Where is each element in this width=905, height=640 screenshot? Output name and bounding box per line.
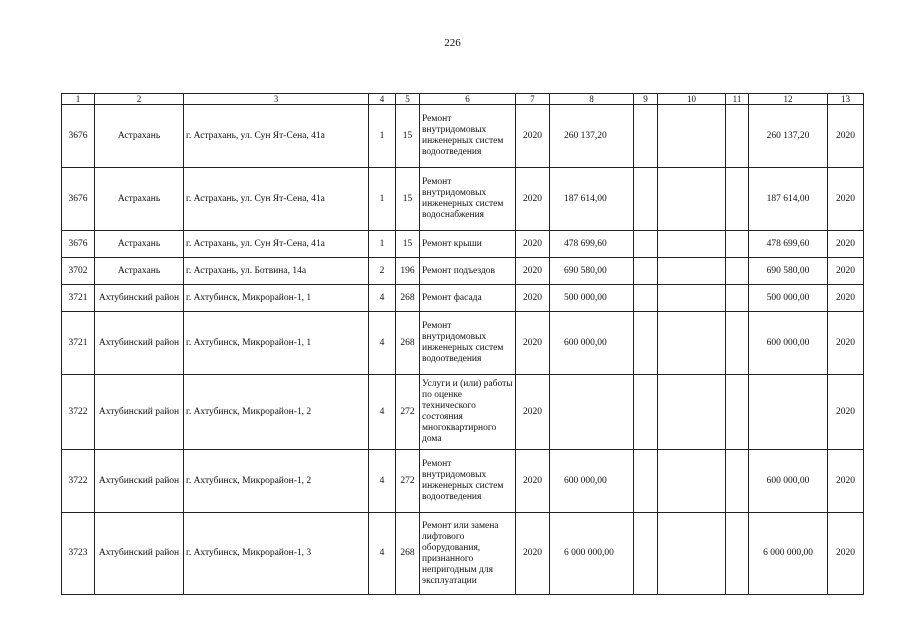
cell-row-number: 3721	[62, 285, 95, 312]
cell-col4: 2	[369, 258, 396, 285]
cell-work-type: Ремонт или замена лифтового оборудования, признанного непригодным для эксплуатации	[420, 513, 516, 595]
cell-year: 2020	[516, 231, 550, 258]
column-number: 6	[420, 94, 516, 105]
cell-address: г. Ахтубинск, Микрорайон-1, 2	[184, 375, 369, 450]
cell-col5: 15	[396, 168, 420, 231]
column-number: 1	[62, 94, 95, 105]
column-number: 7	[516, 94, 550, 105]
cell-col10	[658, 258, 726, 285]
table-row	[62, 450, 864, 513]
cell-work-type: Ремонт подъездов	[420, 258, 516, 285]
cell-col4: 4	[369, 285, 396, 312]
cell-col11	[726, 258, 749, 285]
cell-col5: 268	[396, 285, 420, 312]
cell-work-type: Ремонт фасада	[420, 285, 516, 312]
cell-municipality: Ахтубинский район	[95, 450, 184, 513]
column-number: 4	[369, 94, 396, 105]
cell-cost: 260 137,20	[550, 105, 634, 168]
table-row	[62, 168, 864, 231]
table-row	[62, 513, 864, 595]
column-number: 3	[184, 94, 369, 105]
cell-row-number: 3721	[62, 312, 95, 375]
column-number: 5	[396, 94, 420, 105]
cell-address: г. Астрахань, ул. Ботвина, 14а	[184, 258, 369, 285]
cell-col9	[634, 513, 658, 595]
cell-col5: 272	[396, 375, 420, 450]
cell-col5: 268	[396, 312, 420, 375]
cell-work-type: Услуги и (или) работы по оценке технического состояния многоквартирного дома	[420, 375, 516, 450]
cell-work-type: Ремонт внутридомовых инженерных систем водоотведения	[420, 105, 516, 168]
program-table	[61, 93, 864, 595]
column-number: 2	[95, 94, 184, 105]
cell-col9	[634, 105, 658, 168]
cell-col4: 1	[369, 105, 396, 168]
cell-col10	[658, 450, 726, 513]
cell-municipality: Астрахань	[95, 231, 184, 258]
cell-col10	[658, 231, 726, 258]
cell-address: г. Ахтубинск, Микрорайон-1, 1	[184, 285, 369, 312]
column-number: 11	[726, 94, 749, 105]
cell-col5: 15	[396, 231, 420, 258]
cell-address: г. Астрахань, ул. Сун Ят-Сена, 41а	[184, 168, 369, 231]
cell-col4: 4	[369, 450, 396, 513]
cell-year-end: 2020	[828, 258, 864, 285]
cell-col4: 4	[369, 312, 396, 375]
cell-address: г. Ахтубинск, Микрорайон-1, 1	[184, 312, 369, 375]
cell-row-number: 3722	[62, 450, 95, 513]
column-number: 8	[550, 94, 634, 105]
column-number: 10	[658, 94, 726, 105]
cell-col9	[634, 285, 658, 312]
cell-col11	[726, 375, 749, 450]
cell-col4: 1	[369, 168, 396, 231]
cell-municipality: Астрахань	[95, 168, 184, 231]
cell-municipality: Астрахань	[95, 258, 184, 285]
cell-work-type: Ремонт крыши	[420, 231, 516, 258]
cell-col11	[726, 312, 749, 375]
column-number: 13	[828, 94, 864, 105]
cell-col10	[658, 105, 726, 168]
cell-total: 600 000,00	[749, 312, 828, 375]
cell-total	[749, 375, 828, 450]
cell-work-type: Ремонт внутридомовых инженерных систем водоотведения	[420, 312, 516, 375]
table-row	[62, 105, 864, 168]
column-number: 12	[749, 94, 828, 105]
cell-municipality: Ахтубинский район	[95, 375, 184, 450]
cell-col10	[658, 513, 726, 595]
cell-year-end: 2020	[828, 375, 864, 450]
cell-col11	[726, 231, 749, 258]
cell-year: 2020	[516, 450, 550, 513]
table-row	[62, 231, 864, 258]
cell-year-end: 2020	[828, 450, 864, 513]
cell-cost: 600 000,00	[550, 312, 634, 375]
cell-total: 600 000,00	[749, 450, 828, 513]
cell-col10	[658, 375, 726, 450]
cell-cost: 690 580,00	[550, 258, 634, 285]
cell-total: 260 137,20	[749, 105, 828, 168]
cell-year: 2020	[516, 312, 550, 375]
cell-col4: 4	[369, 513, 396, 595]
cell-col9	[634, 168, 658, 231]
cell-total: 187 614,00	[749, 168, 828, 231]
cell-col11	[726, 450, 749, 513]
table-row	[62, 312, 864, 375]
cell-year-end: 2020	[828, 231, 864, 258]
cell-col11	[726, 168, 749, 231]
cell-total: 6 000 000,00	[749, 513, 828, 595]
cell-year: 2020	[516, 105, 550, 168]
cell-work-type: Ремонт внутридомовых инженерных систем водоотведения	[420, 450, 516, 513]
cell-year-end: 2020	[828, 168, 864, 231]
cell-col11	[726, 513, 749, 595]
cell-col5: 196	[396, 258, 420, 285]
cell-year-end: 2020	[828, 285, 864, 312]
cell-col9	[634, 450, 658, 513]
cell-address: г. Ахтубинск, Микрорайон-1, 3	[184, 513, 369, 595]
cell-municipality: Ахтубинский район	[95, 285, 184, 312]
cell-cost: 600 000,00	[550, 450, 634, 513]
cell-year: 2020	[516, 513, 550, 595]
cell-row-number: 3722	[62, 375, 95, 450]
cell-year: 2020	[516, 168, 550, 231]
cell-row-number: 3702	[62, 258, 95, 285]
cell-cost	[550, 375, 634, 450]
page-number: 226	[444, 37, 461, 49]
cell-col9	[634, 375, 658, 450]
cell-row-number: 3676	[62, 168, 95, 231]
cell-col5: 272	[396, 450, 420, 513]
cell-col11	[726, 105, 749, 168]
cell-cost: 187 614,00	[550, 168, 634, 231]
cell-address: г. Ахтубинск, Микрорайон-1, 2	[184, 450, 369, 513]
cell-address: г. Астрахань, ул. Сун Ят-Сена, 41а	[184, 231, 369, 258]
cell-col11	[726, 285, 749, 312]
cell-year-end: 2020	[828, 312, 864, 375]
cell-col10	[658, 168, 726, 231]
cell-year: 2020	[516, 285, 550, 312]
cell-col9	[634, 312, 658, 375]
cell-municipality: Ахтубинский район	[95, 513, 184, 595]
cell-row-number: 3676	[62, 105, 95, 168]
cell-municipality: Астрахань	[95, 105, 184, 168]
table-row	[62, 258, 864, 285]
cell-work-type: Ремонт внутридомовых инженерных систем водоснабжения	[420, 168, 516, 231]
cell-row-number: 3723	[62, 513, 95, 595]
cell-total: 478 699,60	[749, 231, 828, 258]
cell-col5: 268	[396, 513, 420, 595]
column-number: 9	[634, 94, 658, 105]
cell-year-end: 2020	[828, 105, 864, 168]
cell-year-end: 2020	[828, 513, 864, 595]
cell-col4: 1	[369, 231, 396, 258]
column-number-row	[62, 94, 864, 105]
cell-cost: 500 000,00	[550, 285, 634, 312]
cell-cost: 478 699,60	[550, 231, 634, 258]
cell-cost: 6 000 000,00	[550, 513, 634, 595]
cell-address: г. Астрахань, ул. Сун Ят-Сена, 41а	[184, 105, 369, 168]
table-row	[62, 285, 864, 312]
table-row	[62, 375, 864, 450]
cell-year: 2020	[516, 258, 550, 285]
cell-col9	[634, 258, 658, 285]
cell-municipality: Ахтубинский район	[95, 312, 184, 375]
cell-year: 2020	[516, 375, 550, 450]
cell-col10	[658, 312, 726, 375]
cell-total: 690 580,00	[749, 258, 828, 285]
cell-col4: 4	[369, 375, 396, 450]
cell-col10	[658, 285, 726, 312]
cell-row-number: 3676	[62, 231, 95, 258]
cell-col9	[634, 231, 658, 258]
cell-col5: 15	[396, 105, 420, 168]
cell-total: 500 000,00	[749, 285, 828, 312]
